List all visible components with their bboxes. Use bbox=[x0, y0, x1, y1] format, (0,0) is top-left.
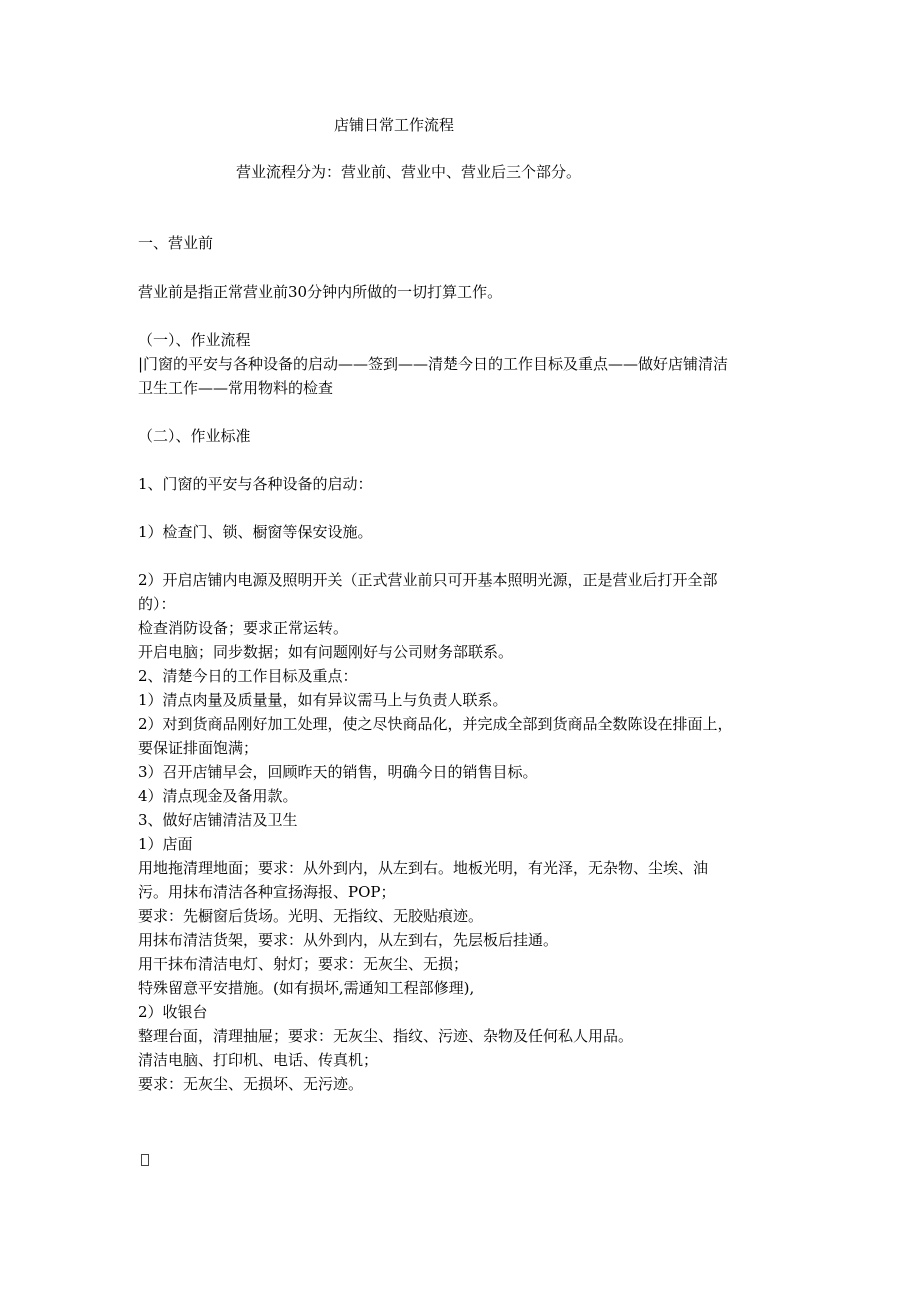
list-item: 4）清点现金及备用款。 bbox=[138, 787, 298, 805]
list-item: 2）开启店铺内电源及照明开关（正式营业前只可开基本照明光源，正是营业后打开全部 bbox=[138, 571, 718, 589]
paragraph-line: 污。用抹布清洁各种宣扬海报、POP； bbox=[138, 883, 396, 901]
list-item-heading: 2、清楚今日的工作目标及重点： bbox=[138, 667, 358, 685]
list-item-continuation: 要保证排面饱满； bbox=[138, 739, 259, 757]
document-subtitle: 营业流程分为：营业前、营业中、营业后三个部分。 bbox=[236, 163, 582, 181]
list-item: 2）收银台 bbox=[138, 1003, 208, 1021]
list-item-continuation: 的）： bbox=[138, 595, 176, 613]
paragraph-line: 要求：无灰尘、无损坏、无污迹。 bbox=[138, 1075, 364, 1093]
subsection-heading-workflow: （一）、作业流程 bbox=[138, 331, 251, 349]
paragraph-line: 用干抹布清洁电灯、射灯；要求：无灰尘、无损； bbox=[138, 955, 469, 973]
paragraph-line: 营业前是指正常营业前30分钟内所做的一切打算工作。 bbox=[138, 283, 503, 301]
list-item: 1）清点肉量及质量量，如有异议需马上与负责人联系。 bbox=[138, 691, 508, 709]
list-item: 3）召开店铺早会，回顾昨天的销售，明确今日的销售目标。 bbox=[138, 763, 538, 781]
paragraph-line: 要求：先橱窗后货场。光明、无指纹、无胶贴痕迹。 bbox=[138, 907, 484, 925]
section-heading-before-business: 一、营业前 bbox=[138, 234, 214, 252]
paragraph-line: 用抹布清洁货架，要求：从外到内，从左到右，先层板后挂通。 bbox=[138, 931, 559, 949]
list-item: 1）检查门、锁、橱窗等保安设施。 bbox=[138, 523, 373, 541]
paragraph-line: |门窗的平安与各种设备的启动——签到——清楚今日的工作目标及重点——做好店铺清洁 bbox=[138, 355, 729, 373]
document-title: 店铺日常工作流程 bbox=[334, 116, 455, 134]
paragraph-line: 整理台面，清理抽屉；要求：无灰尘、指纹、污迹、杂物及任何私人用品。 bbox=[138, 1027, 634, 1045]
list-item: 1）店面 bbox=[138, 835, 193, 853]
placeholder-box-icon bbox=[141, 1154, 149, 1166]
paragraph-line: 特殊留意平安措施。(如有损坏,需通知工程部修理), bbox=[138, 979, 475, 997]
list-item: 2）对到货商品刚好加工处理，使之尽快商品化，并完成全部到货商品全数陈设在排面上， bbox=[138, 715, 733, 733]
paragraph-line: 检查消防设备；要求正常运转。 bbox=[138, 619, 349, 637]
subsection-heading-standards: （二）、作业标准 bbox=[138, 427, 251, 445]
paragraph-line: 卫生工作——常用物料的检查 bbox=[138, 379, 334, 397]
list-item-heading: 3、做好店铺清洁及卫生 bbox=[138, 811, 298, 829]
paragraph-line: 清洁电脑、打印机、电话、传真机； bbox=[138, 1051, 379, 1069]
list-item-heading: 1、门窗的平安与各种设备的启动： bbox=[138, 475, 373, 493]
paragraph-line: 开启电脑；同步数据；如有问题刚好与公司财务部联系。 bbox=[138, 643, 514, 661]
paragraph-line: 用地拖清理地面；要求：从外到内，从左到右。地板光明，有光泽，无杂物、尘埃、油 bbox=[138, 859, 709, 877]
